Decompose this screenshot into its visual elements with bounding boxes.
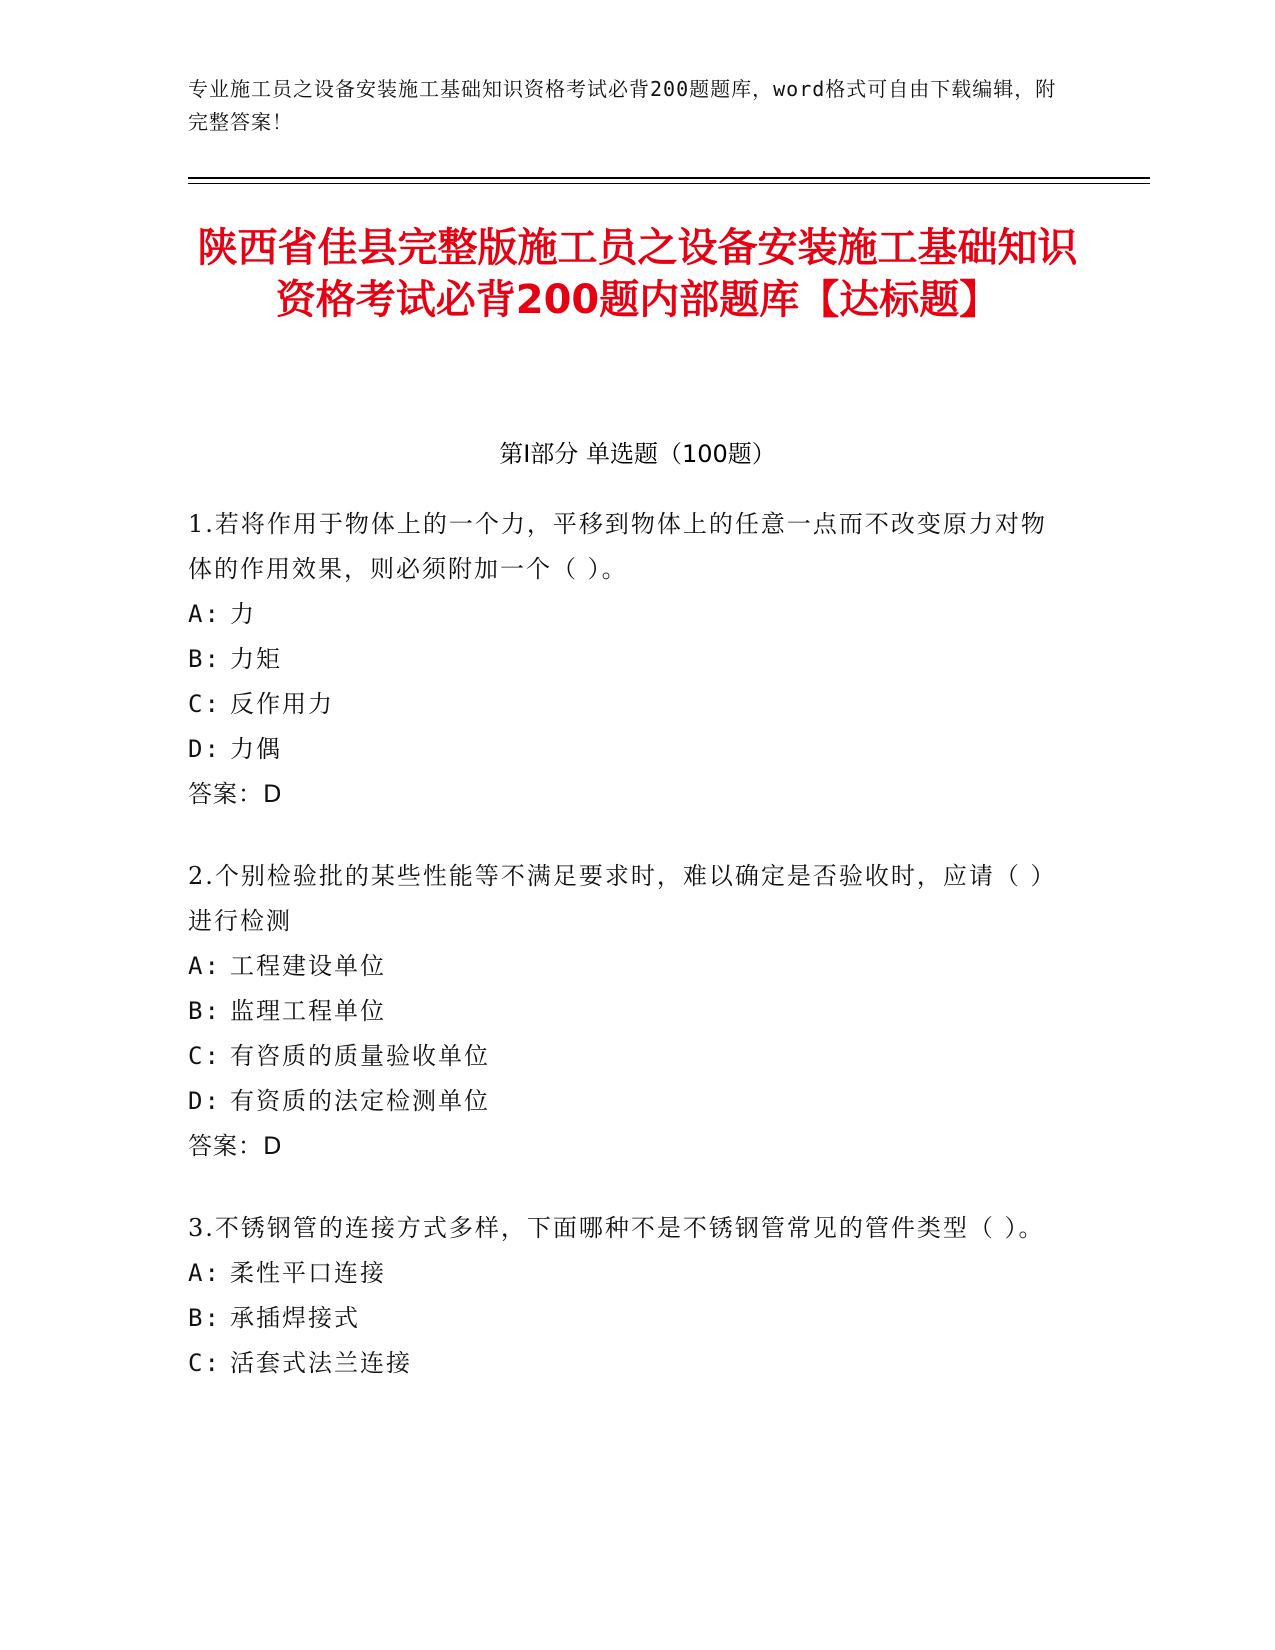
option-b <box>188 637 1068 682</box>
question-1 <box>188 502 1068 817</box>
option-c <box>188 682 1068 727</box>
option-a <box>188 1251 1068 1296</box>
option-text: 力矩 <box>230 645 282 673</box>
option-key: A: <box>188 1259 221 1287</box>
question-2 <box>188 854 1068 1169</box>
option-c <box>188 1034 1068 1079</box>
question-3 <box>188 1206 1068 1386</box>
question-stem: 2.个别检验批的某些性能等不满足要求时，难以确定是否验收时，应请（ ）进行检测 <box>188 862 1057 935</box>
option-key: D: <box>188 1087 221 1115</box>
option-text: 反作用力 <box>230 690 334 718</box>
option-key: C: <box>188 1042 221 1070</box>
option-text: 有资质的法定检测单位 <box>230 1087 490 1115</box>
option-d <box>188 727 1068 772</box>
document-title: 陕西省佳县完整版施工员之设备安装施工基础知识资格考试必背200题内部题库【达标题】 <box>197 225 1078 323</box>
header-divider-thin <box>188 183 1150 184</box>
option-key: D: <box>188 735 221 763</box>
option-b <box>188 989 1068 1034</box>
answer-line: 答案：D <box>188 780 283 808</box>
option-key: C: <box>188 1349 221 1377</box>
option-d <box>188 1079 1068 1124</box>
option-text: 工程建设单位 <box>230 952 386 980</box>
option-c <box>188 1341 1068 1386</box>
option-key: B: <box>188 997 221 1025</box>
option-key: A: <box>188 600 221 628</box>
question-stem: 3.不锈钢管的连接方式多样，下面哪种不是不锈钢管常见的管件类型（ ）。 <box>188 1214 1045 1242</box>
option-a <box>188 592 1068 637</box>
option-text: 活套式法兰连接 <box>230 1349 412 1377</box>
option-text: 监理工程单位 <box>230 997 386 1025</box>
option-text: 有咨质的质量验收单位 <box>230 1042 490 1070</box>
option-text: 承插焊接式 <box>230 1304 360 1332</box>
option-a <box>188 944 1068 989</box>
option-text: 力 <box>230 600 256 628</box>
section-title: 第Ⅰ部分 单选题（100题） <box>499 440 776 468</box>
header-divider-thick <box>188 177 1150 179</box>
option-key: C: <box>188 690 221 718</box>
option-key: B: <box>188 645 221 673</box>
answer-line: 答案：D <box>188 1132 283 1160</box>
option-text: 力偶 <box>230 735 282 763</box>
option-text: 柔性平口连接 <box>230 1259 386 1287</box>
header-note: 专业施工员之设备安装施工基础知识资格考试必背200题题库，word格式可自由下载编辑，附完整答案！ <box>188 77 1057 134</box>
option-key: B: <box>188 1304 221 1332</box>
option-b <box>188 1296 1068 1341</box>
question-stem: 1.若将作用于物体上的一个力，平移到物体上的任意一点而不改变原力对物体的作用效果，则必须附加一个（ ）。 <box>188 510 1047 583</box>
option-key: A: <box>188 952 221 980</box>
